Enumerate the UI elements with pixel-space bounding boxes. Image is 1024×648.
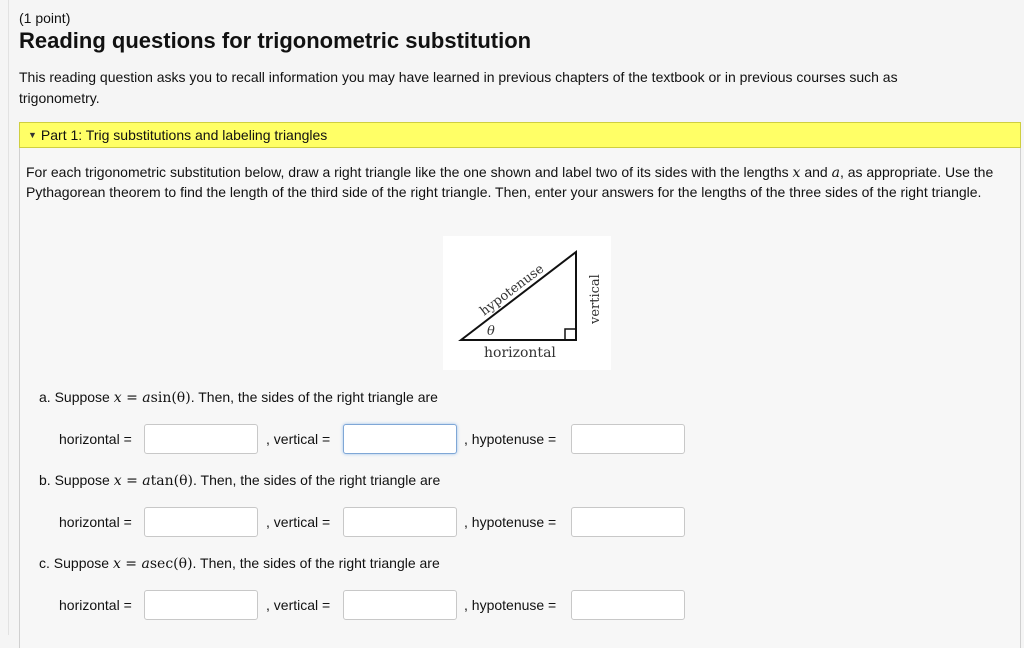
problem-title: Reading questions for trigonometric substitution [19,28,532,53]
horizontal-input-c[interactable] [144,590,258,620]
right-angle-marker [565,329,576,340]
triangle-shape [461,252,576,340]
answer-row-a [59,424,719,454]
part-1-label: Part 1: Trig substitutions and labeling triangles [40,127,328,143]
instructions-text: For each trigonometric substitution below, draw a right triangle like the one shown and label two of its sides with the lengths x and a, as appropriate. Use the Pythagorean theorem to find the length of the third side of the right triangle. Then, enter your answers for the lengths of the three sides of the right triangle. [26,164,994,200]
question-c: c. Suppose x = asec(θ). Then, the sides of the right triangle are [39,555,440,572]
points-label: (1 point) [19,10,71,26]
var-a: a [831,165,840,181]
question-b: b. Suppose x = atan(θ). Then, the sides of the right triangle are [39,472,441,489]
right-triangle-figure [443,236,611,370]
triangle-diagram [443,236,611,370]
hypotenuse-label: , hypotenuse = [464,431,557,447]
caret-down-icon: ▼ [28,130,37,140]
hypotenuse-label: , hypotenuse = [464,597,557,613]
hypotenuse-label: hypotenuse [477,261,548,320]
horizontal-label: horizontal [484,345,556,361]
vertical-input-b[interactable] [343,507,457,537]
hypotenuse-input-a[interactable] [571,424,685,454]
hypotenuse-input-b[interactable] [571,507,685,537]
hypotenuse-input-c[interactable] [571,590,685,620]
horizontal-label: horizontal = [59,514,132,530]
horizontal-input-b[interactable] [144,507,258,537]
hypotenuse-label: , hypotenuse = [464,514,557,530]
theta-label: θ [487,324,495,339]
horizontal-input-a[interactable] [144,424,258,454]
vertical-label: vertical [588,274,603,324]
problem-page [8,0,1023,635]
vertical-label: , vertical = [266,597,331,613]
vertical-label: , vertical = [266,431,331,447]
horizontal-label: horizontal = [59,597,132,613]
vertical-label: , vertical = [266,514,331,530]
var-x: x [792,165,801,181]
horizontal-label: horizontal = [59,431,132,447]
intro-text: This reading question asks you to recall information you may have learned in previous chapters of the textbook or in previous courses such as trigonometry. [19,69,898,106]
answer-row-c [59,590,719,620]
vertical-input-c[interactable] [343,590,457,620]
question-a: a. Suppose x = asin(θ). Then, the sides of the right triangle are [39,389,438,406]
answer-row-b [59,507,719,537]
vertical-input-a[interactable] [343,424,457,454]
part-1-toggle[interactable] [19,122,1021,148]
